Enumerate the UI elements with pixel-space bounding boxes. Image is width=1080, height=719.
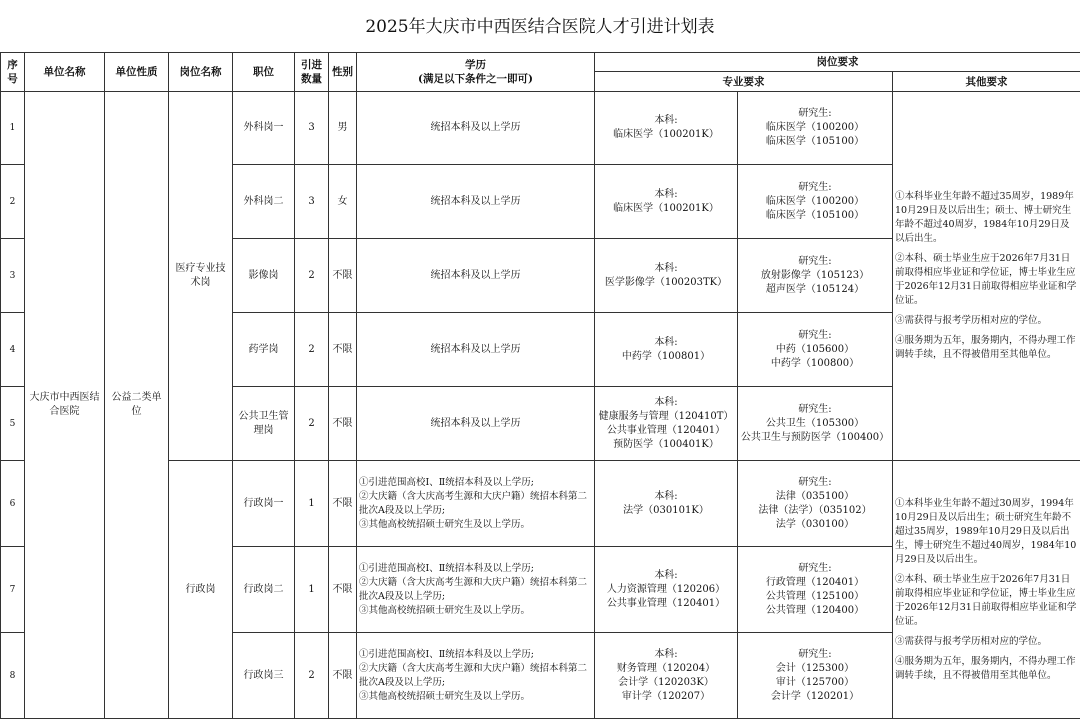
row-gender: 不限 xyxy=(329,461,357,547)
row-master-major: 研究生: 中药（105600） 中药学（100800） xyxy=(738,313,893,387)
row-seq: 6 xyxy=(1,461,25,547)
row-education: ①引进范围高校Ⅰ、Ⅱ统招本科及以上学历; ②大庆籍（含大庆高考生源和大庆户籍）统招本科第二批次A段及以上学历; ③其他高校统招硕士研究生及以上学历。 xyxy=(357,461,595,547)
table-row xyxy=(1,92,1080,165)
row-seq: 4 xyxy=(1,313,25,387)
row-position: 行政岗一 xyxy=(233,461,295,547)
row-gender: 不限 xyxy=(329,387,357,461)
recruitment-table xyxy=(0,52,1080,719)
row-seq: 3 xyxy=(1,239,25,313)
requirement-item: ③需获得与报考学历相对应的学位。 xyxy=(895,314,1078,328)
row-bachelor-major: 本科: 人力资源管理（120206） 公共事业管理（120401） xyxy=(595,547,738,633)
row-education: ①引进范围高校Ⅰ、Ⅱ统招本科及以上学历; ②大庆籍（含大庆高考生源和大庆户籍）统招本科第二批次A段及以上学历; ③其他高校统招硕士研究生及以上学历。 xyxy=(357,633,595,719)
page-title: 2025年大庆市中西医结合医院人才引进计划表 xyxy=(0,0,1080,50)
row-bachelor-major: 本科: 健康服务与管理（120410T） 公共事业管理（120401） 预防医学（100401K） xyxy=(595,387,738,461)
row-quota: 1 xyxy=(295,461,329,547)
row-position: 药学岗 xyxy=(233,313,295,387)
row-seq: 2 xyxy=(1,165,25,239)
requirement-item: ④服务期为五年，服务期内，不得办理工作调转手续，且不得被借用至其他单位。 xyxy=(895,334,1078,362)
row-gender: 不限 xyxy=(329,313,357,387)
row-quota: 2 xyxy=(295,313,329,387)
header-other: 其他要求 xyxy=(893,72,1080,92)
row-position: 行政岗三 xyxy=(233,633,295,719)
row-master-major: 研究生: 会计（125300） 审计（125700） 会计学（120201） xyxy=(738,633,893,719)
row-gender: 不限 xyxy=(329,633,357,719)
row-quota: 2 xyxy=(295,633,329,719)
row-education: 统招本科及以上学历 xyxy=(357,92,595,165)
row-education: 统招本科及以上学历 xyxy=(357,313,595,387)
row-education: 统招本科及以上学历 xyxy=(357,387,595,461)
row-position: 影像岗 xyxy=(233,239,295,313)
header-post-name: 岗位名称 xyxy=(169,53,233,92)
row-quota: 3 xyxy=(295,92,329,165)
row-bachelor-major: 本科: 临床医学（100201K） xyxy=(595,92,738,165)
row-master-major: 研究生: 公共卫生（105300） 公共卫生与预防医学（100400） xyxy=(738,387,893,461)
row-bachelor-major: 本科: 医学影像学（100203TK） xyxy=(595,239,738,313)
row-position: 外科岗二 xyxy=(233,165,295,239)
row-master-major: 研究生: 临床医学（100200） 临床医学（105100） xyxy=(738,92,893,165)
row-bachelor-major: 本科: 中药学（100801） xyxy=(595,313,738,387)
requirement-item: ②本科、硕士毕业生应于2026年7月31日前取得相应毕业证和学位证，博士毕业生应于2026年12月31日前取得相应毕业证和学位证。 xyxy=(895,573,1078,629)
other-requirements-medical xyxy=(893,92,1080,461)
row-bachelor-major: 本科: 临床医学（100201K） xyxy=(595,165,738,239)
post-group-admin: 行政岗 xyxy=(169,461,233,719)
row-seq: 8 xyxy=(1,633,25,719)
header-unit-name: 单位名称 xyxy=(25,53,105,92)
row-master-major: 研究生: 法律（035100） 法律（法学）（035102） 法学（030100） xyxy=(738,461,893,547)
row-bachelor-major: 本科: 财务管理（120204） 会计学（120203K） 审计学（120207） xyxy=(595,633,738,719)
requirement-item: ①本科毕业生年龄不超过30周岁，1994年10月29日及以后出生；硕士研究生年龄不超过35周岁，1989年10月29日及以后出生，博士研究生不超过40周岁，1984年10月29日及以后出生。 xyxy=(895,497,1078,567)
row-gender: 男 xyxy=(329,92,357,165)
row-education: 统招本科及以上学历 xyxy=(357,165,595,239)
row-seq: 7 xyxy=(1,547,25,633)
row-gender: 女 xyxy=(329,165,357,239)
requirement-item: ③需获得与报考学历相对应的学位。 xyxy=(895,635,1078,649)
requirement-item: ④服务期为五年，服务期内，不得办理工作调转手续，且不得被借用至其他单位。 xyxy=(895,655,1078,683)
row-education: 统招本科及以上学历 xyxy=(357,239,595,313)
header-education: 学历 (满足以下条件之一即可) xyxy=(357,53,595,92)
row-quota: 1 xyxy=(295,547,329,633)
row-seq: 1 xyxy=(1,92,25,165)
requirement-item: ②本科、硕士毕业生应于2026年7月31日前取得相应毕业证和学位证，博士毕业生应于2026年12月31日前取得相应毕业证和学位证。 xyxy=(895,252,1078,308)
row-master-major: 研究生: 行政管理（120401） 公共管理（125100） 公共管理（120400） xyxy=(738,547,893,633)
header-row-1 xyxy=(1,53,1080,72)
row-bachelor-major: 本科: 法学（030101K） xyxy=(595,461,738,547)
header-major: 专业要求 xyxy=(595,72,893,92)
row-gender: 不限 xyxy=(329,239,357,313)
row-gender: 不限 xyxy=(329,547,357,633)
header-position: 职位 xyxy=(233,53,295,92)
row-seq: 5 xyxy=(1,387,25,461)
unit-type-cell: 公益二类单位 xyxy=(105,92,169,719)
header-unit-type: 单位性质 xyxy=(105,53,169,92)
post-group-medical: 医疗专业技术岗 xyxy=(169,92,233,461)
header-seq: 序号 xyxy=(1,53,25,92)
unit-name-cell: 大庆市中西医结合医院 xyxy=(25,92,105,719)
row-quota: 2 xyxy=(295,387,329,461)
row-master-major: 研究生: 放射影像学（105123） 超声医学（105124） xyxy=(738,239,893,313)
requirement-item: ①本科毕业生年龄不超过35周岁，1989年10月29日及以后出生；硕士、博士研究生年龄不超过40周岁，1984年10月29日及以后出生。 xyxy=(895,190,1078,246)
row-quota: 2 xyxy=(295,239,329,313)
row-position: 外科岗一 xyxy=(233,92,295,165)
row-position: 公共卫生管理岗 xyxy=(233,387,295,461)
row-position: 行政岗二 xyxy=(233,547,295,633)
row-quota: 3 xyxy=(295,165,329,239)
header-requirements: 岗位要求 xyxy=(595,53,1080,72)
row-education: ①引进范围高校Ⅰ、Ⅱ统招本科及以上学历; ②大庆籍（含大庆高考生源和大庆户籍）统招本科第二批次A段及以上学历; ③其他高校统招硕士研究生及以上学历。 xyxy=(357,547,595,633)
other-requirements-admin xyxy=(893,461,1080,719)
header-quota: 引进 数量 xyxy=(295,53,329,92)
row-master-major: 研究生: 临床医学（100200） 临床医学（105100） xyxy=(738,165,893,239)
header-gender: 性别 xyxy=(329,53,357,92)
